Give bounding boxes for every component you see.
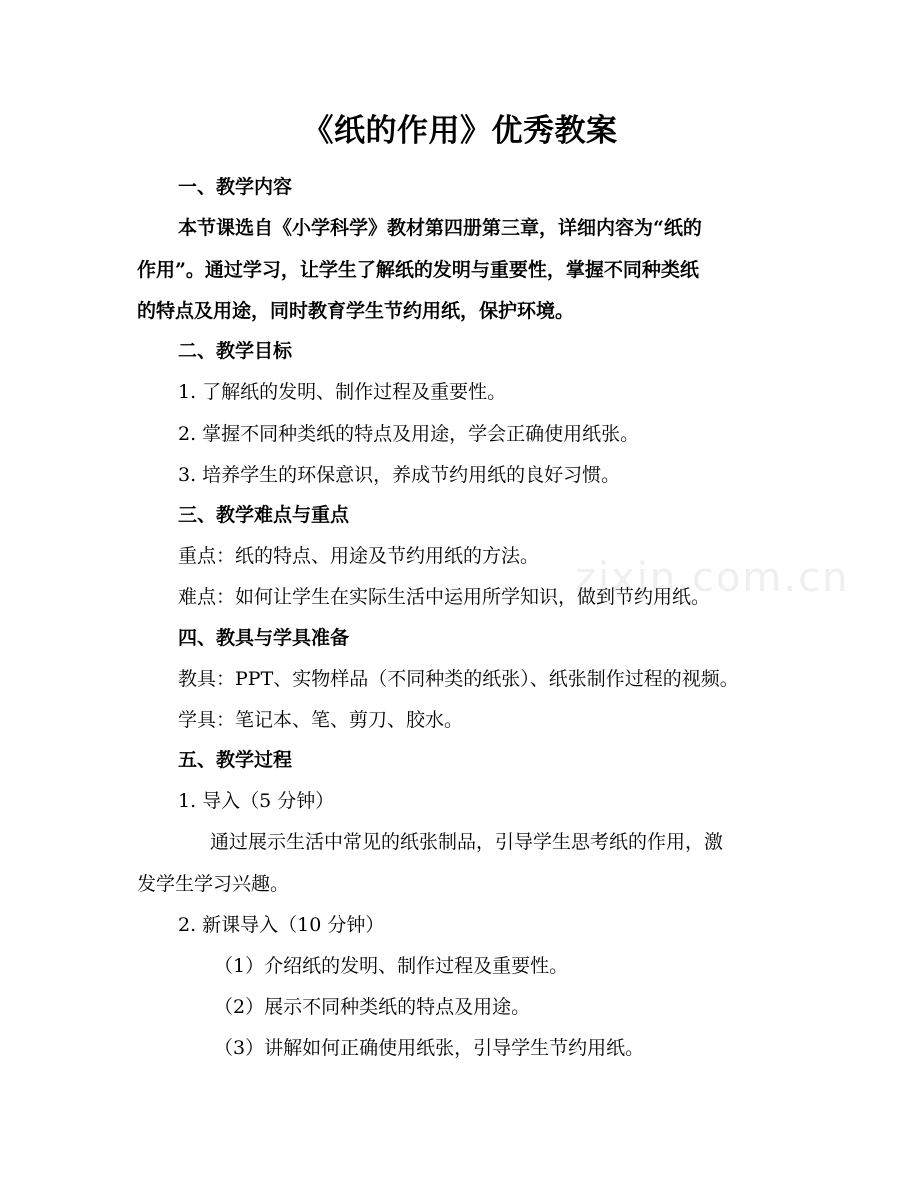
- content-paragraph-line-3: 的特点及用途，同时教育学生节约用纸，保护环境。: [137, 300, 575, 322]
- process-substep: （3）讲解如何正确使用纸张，引导学生节约用纸。: [214, 1037, 645, 1059]
- process-step-text-line-2: 发学生学习兴趣。: [137, 873, 290, 895]
- content-paragraph-line-2: 作用”。通过学习，让学生了解纸的发明与重要性，掌握不同种类纸: [137, 259, 699, 281]
- difficult-point-text: 难点：如何让学生在实际生活中运用所学知识，做到节约用纸。: [178, 586, 711, 608]
- student-materials-text: 学具：笔记本、笔、剪刀、胶水。: [178, 709, 464, 731]
- section-heading-process: 五、教学过程: [178, 749, 293, 771]
- objective-item: 3. 培养学生的环保意识，养成节约用纸的良好习惯。: [178, 464, 621, 486]
- key-point-text: 重点：纸的特点、用途及节约用纸的方法。: [178, 545, 540, 567]
- process-step-title: 1. 导入（5 分钟）: [178, 790, 335, 812]
- objective-item: 2. 掌握不同种类纸的特点及用途，学会正确使用纸张。: [178, 423, 640, 445]
- process-substep: （1）介绍纸的发明、制作过程及重要性。: [214, 955, 569, 977]
- teacher-materials-text: 教具：PPT、实物样品（不同种类的纸张）、纸张制作过程的视频。: [178, 668, 739, 690]
- document-title: 《纸的作用》优秀教案: [302, 113, 618, 149]
- content-paragraph-line-1: 本节课选自《小学科学》教材第四册第三章，详细内容为“纸的: [178, 217, 702, 239]
- process-step-title: 2. 新课导入（10 分钟）: [178, 914, 385, 936]
- process-step-text-line-1: 通过展示生活中常见的纸张制品，引导学生思考纸的作用，激: [210, 831, 724, 853]
- watermark: zixin.com.cn: [575, 555, 850, 601]
- section-heading-content: 一、教学内容: [178, 176, 293, 198]
- process-substep: （2）展示不同种类纸的特点及用途。: [214, 996, 531, 1018]
- section-heading-objectives: 二、教学目标: [178, 340, 293, 362]
- section-heading-materials: 四、教具与学具准备: [178, 627, 350, 649]
- section-heading-key-points: 三、教学难点与重点: [178, 504, 350, 526]
- objective-item: 1. 了解纸的发明、制作过程及重要性。: [178, 381, 507, 403]
